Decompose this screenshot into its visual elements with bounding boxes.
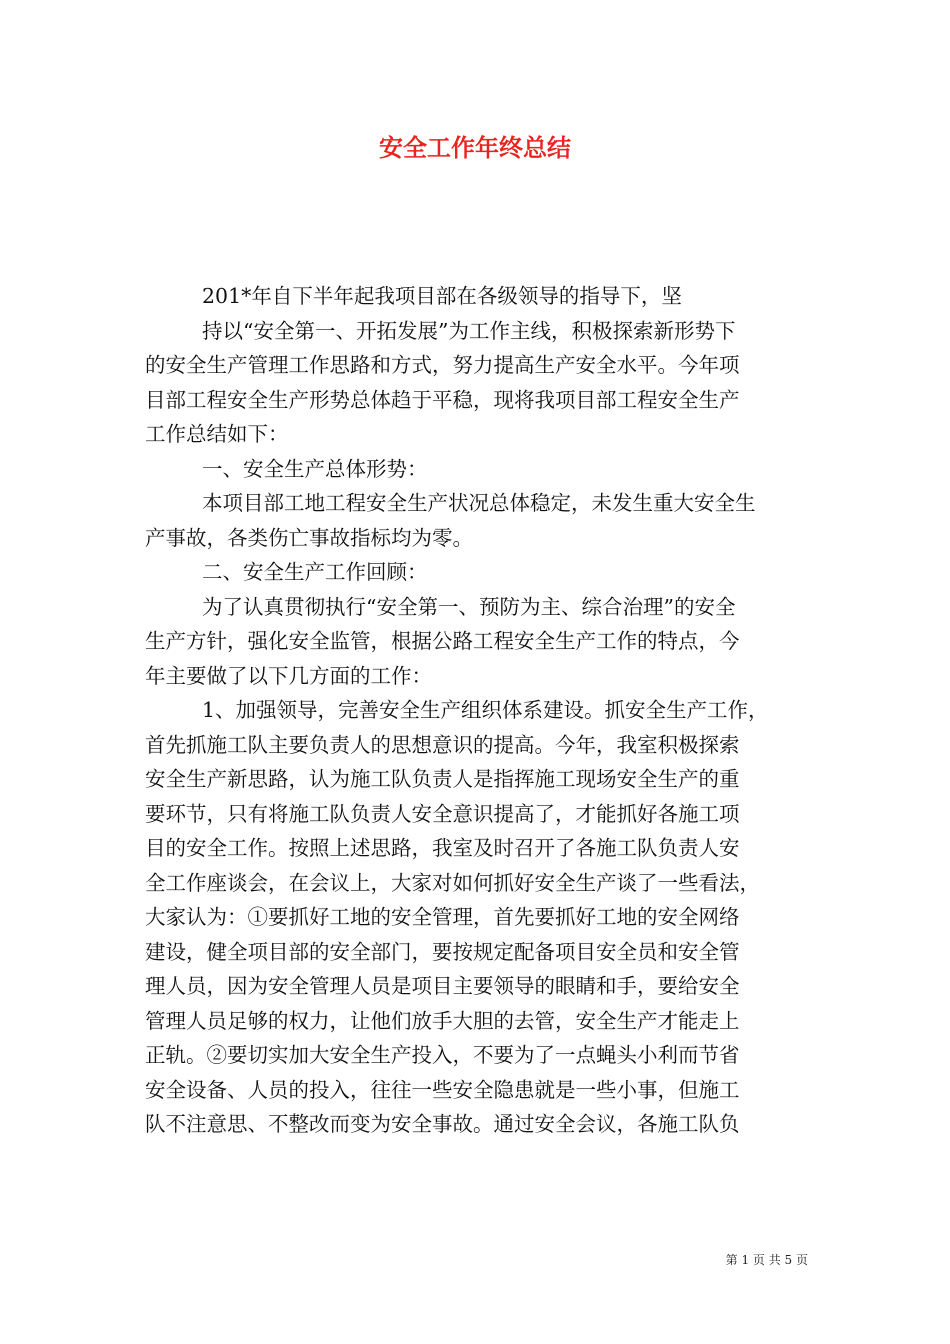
document-title: 安全工作年终总结: [379, 134, 571, 162]
paragraph-line: 生产方针，强化安全监管，根据公路工程安全生产工作的特点，今: [145, 629, 740, 653]
paragraph-line: 安全设备、人员的投入，往往一些安全隐患就是一些小事，但施工: [145, 1077, 740, 1102]
paragraph-line: 持以“安全第一、开拓发展”为工作主线，积极探索新形势下: [202, 318, 736, 343]
section-heading: 二、安全生产工作回顾：: [202, 560, 428, 584]
document-body: [145, 279, 810, 1142]
paragraph-line: 201*年自下半年起我项目部在各级领导的指导下，坚: [202, 284, 682, 308]
paragraph-line: 全工作座谈会，在会议上，大家对如何抓好安全生产谈了一些看法，: [145, 870, 760, 895]
paragraph-line: 本项目部工地工程安全生产状况总体稳定，未发生重大安全生: [202, 491, 756, 515]
paragraph-line: 管理人员足够的权力，让他们放手大胆的去管，安全生产才能走上: [145, 1008, 740, 1033]
paragraph-line: 建设，健全项目部的安全部门，要按规定配备项目安全员和安全管: [145, 939, 740, 964]
paragraph-line: 正轨。②要切实加大安全生产投入，不要为了一点蝇头小利而节省: [145, 1043, 740, 1067]
paragraph-line: 目的安全工作。按照上述思路，我室及时召开了各施工队负责人安: [145, 836, 740, 860]
paragraph-line: 要环节，只有将施工队负责人安全意识提高了，才能抓好各施工项: [145, 801, 740, 826]
paragraph-line: 目部工程安全生产形势总体趋于平稳，现将我项目部工程安全生产: [145, 387, 740, 412]
paragraph-line: 首先抓施工队主要负责人的思想意识的提高。今年，我室积极探索: [145, 732, 740, 757]
paragraph-line: 大家认为：①要抓好工地的安全管理，首先要抓好工地的安全网络: [145, 905, 740, 929]
paragraph-line: 工作总结如下：: [145, 422, 289, 446]
section-heading: 一、安全生产总体形势：: [202, 456, 428, 481]
paragraph-line: 安全生产新思路，认为施工队负责人是指挥施工现场安全生产的重: [145, 767, 740, 791]
page-number: 第 1 页 共 5 页: [725, 1253, 808, 1267]
paragraph-line: 年主要做了以下几方面的工作：: [145, 663, 432, 688]
paragraph-line: 的安全生产管理工作思路和方式，努力提高生产安全水平。今年项: [145, 353, 740, 377]
paragraph-line: 1、加强领导，完善安全生产组织体系建设。抓安全生产工作，: [202, 698, 769, 722]
paragraph-line: 理人员，因为安全管理人员是项目主要领导的眼睛和手，要给安全: [145, 974, 740, 998]
paragraph-line: 队不注意思、不整改而变为安全事故。通过安全会议，各施工队负: [145, 1112, 740, 1136]
paragraph-line: 产事故，各类伤亡事故指标均为零。: [145, 525, 473, 550]
paragraph-line: 为了认真贯彻执行“安全第一、预防为主、综合治理”的安全: [202, 594, 736, 619]
